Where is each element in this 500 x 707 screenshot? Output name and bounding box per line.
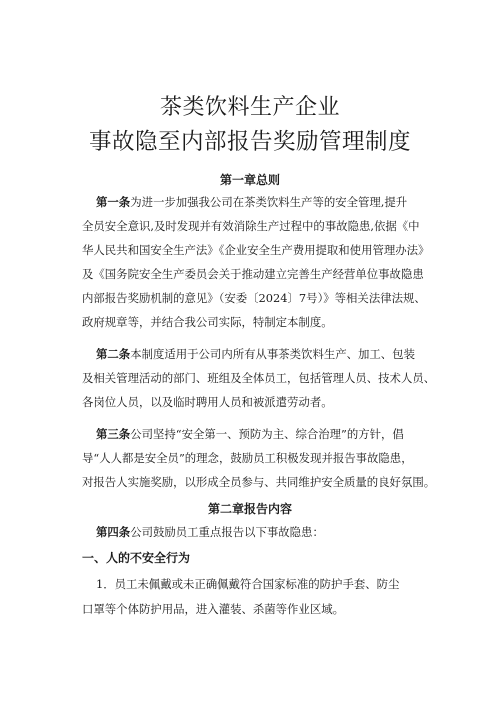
article-2-line-1 (96, 342, 415, 367)
chapter-2-heading: 第二章报告内容 (207, 502, 292, 516)
chapter-1-heading: 第一章总则 (219, 173, 280, 187)
article-3-text-1: 公司坚持“安全第一、预防为主、综合治理”的方针，倡 (130, 427, 404, 441)
section-1-item-1-line-1: 1．员工未佩戴或未正确佩戴符合国家标准的防护手套、防尘 (96, 577, 400, 591)
article-3-line-3: 对报告人实施奖励，以形成全员参与、共同维护安全质量的良好氛围。 (82, 475, 436, 489)
article-4-label: 第四条 (96, 525, 131, 539)
article-3-line-2: 导“人人都是安全员”的理念，鼓励员工积极发现并报告事故隐患， (82, 451, 413, 465)
article-2-line-3: 各岗位人员，以及临时聘用人员和被派遣劳动者。 (82, 395, 333, 409)
article-1-line-3: 华人民共和国安全生产法》《企业安全生产费用提取和使用管理办法》 (82, 243, 430, 257)
document-title-line-2: 事故隐至内部报告奖励管理制度 (88, 129, 411, 155)
article-2-text-1: 本制度适用于公司内所有从事茶类饮料生产、加工、包装 (130, 347, 415, 361)
section-1-item-1-line-2: 口罩等个体防护用品，进入灌装、杀菌等作业区域。 (82, 602, 344, 616)
article-4-line-1 (96, 520, 324, 545)
article-1-label: 第一条 (96, 195, 131, 209)
document-title-line-1: 茶类饮料生产企业 (159, 95, 340, 120)
article-1-line-4: 及《国务院安全生产委员会关于推动建立完善生产经营单位事故隐患 (82, 267, 424, 281)
article-2-line-2: 及相关管理活动的部门、班组及全体员工，包括管理人员、技术人员、 (82, 371, 436, 385)
section-1-heading: 一、人的不安全行为 (82, 551, 191, 565)
article-4-text: 公司鼓励员工重点报告以下事故隐患： (130, 525, 324, 539)
article-1-line-6: 政府规章等，并结合我公司实际，特制定本制度。 (82, 315, 333, 329)
article-3-label: 第三条 (96, 427, 131, 441)
article-1-line-1 (96, 190, 407, 215)
article-1-line-5: 内部报告奖励机制的意见》（安委〔2024〕7号）》等相关法律法规、 (82, 291, 426, 305)
article-1-line-2: 全员安全意识,及时发现并有效消除生产过程中的事故隐患,依据《中 (82, 219, 420, 233)
article-1-text-1: 为进一步加强我公司在茶类饮料生产等的安全管理,提升 (130, 195, 408, 209)
article-2-label: 第二条 (96, 347, 131, 361)
article-3-line-1 (96, 422, 404, 447)
